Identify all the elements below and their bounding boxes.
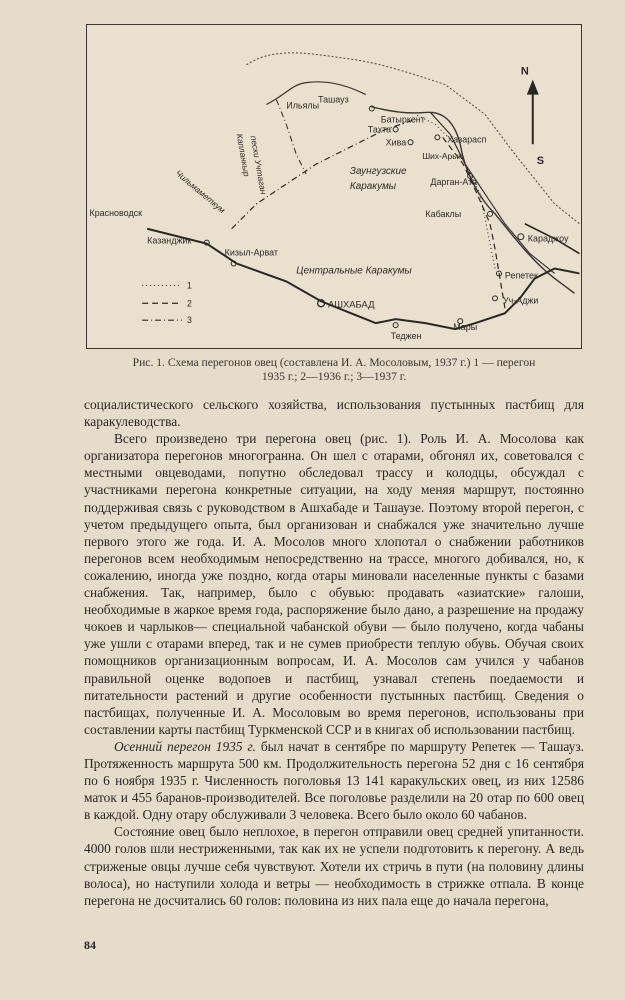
paragraph-3 (84, 738, 584, 823)
label-tashauz: Ташауз (318, 94, 349, 105)
label-peski-uchtagan: пески Учтаган (248, 134, 269, 196)
caption-line-2: 1935 г.; 2—1936 г.; 3—1937 г. (261, 370, 407, 383)
label-tedzhen: Теджен (390, 331, 422, 342)
body-text (84, 396, 584, 909)
route-map-drawing (87, 25, 581, 348)
label-khiva: Хива (385, 137, 407, 148)
karazhou-marker (518, 234, 524, 240)
label-karakumy: Каракумы (349, 180, 397, 192)
label-mary: Мары (453, 322, 478, 333)
label-uch-adzhi: Уч-Аджи (502, 295, 539, 306)
label-kaplankyr: Капланкыр (234, 132, 252, 178)
paragraph-3-rest: был начат в сентябре по маршруту Репетек — Ташауз. Протяженность маршрута 500 км. Продолжительность перегона 52 дня с 16 сентября по 6 ноября 1935 г. Численность поголовья 13 141 каракульских овец, из них 12586 маток и 455 баранов-производителей. Все поголовье разделили на 20 отар по 600 овец в каждой. Одну отару обслуживали 3 человека. Всего было около 60 чабанов. (84, 738, 584, 823)
label-kazandzhik: Казанджик (147, 235, 192, 246)
label-repetek: Репетек (504, 270, 538, 281)
label-ilyaly: Ильялы (286, 100, 320, 111)
paragraph-4: Состояние овец было неплохое, в перегон отправили овец средней упитанности. 4000 голов шли нестриженными, так как их не успели подготовить к перегону. А ведь стриженые овцы лучше себя чувствуют. Хотели их стричь в пути (на половину длины волоса), но наступили холода и ветры — необходимость в стрижке отпала. В конце перегона не досчитались 60 голов: половина из них пала еще до начала перегона, (84, 824, 584, 908)
paragraph-1: социалистического сельского хозяйства, использования пустынных пастбищ для каракулеводства. (84, 397, 584, 430)
label-chilmametkum: Чильмаметкум (173, 167, 228, 216)
label-krasnovodsk: Красноводск (89, 207, 143, 218)
label-batyrkent: Батыркент (380, 114, 425, 125)
paragraph-2: Всего произведено три перегона овец (рис. 1). Роль И. А. Мосолова как организатора перегонов многогранна. Он шел с отарами, обгонял их, советовался с местными овцеводами, попутно обследовал трассу и колодцы, обсуждал с участниками перегона конкретные ситуации, на ходу меняя маршрут, постоянно поддерживая связь с руководством в Ашхабаде и Ташаузе. Поэтому второй перегон, с учетом предыдущего опыта, был организован и снабжался уже значительно лучше первого этого же года. И. А. Мосолов много хлопотал о снабжении работников перегонов всем необходимым непосредственно на трассе, многого добивался, но, к сожалению, иногда уже поздно, когда отары миновали населенные пункты с базами снабжения. Так, например, было с обувью: продавать «азиатские» галоши, необходимые в жаркое время года, распоряжение было дано, а разрешение на продажу чокоев и чарлыков— специальной чабанской обуви — было получено, когда чабаны уже ушли с отарами вперед, так и не сумев приобрести теплую обувь. Обучая своих помощников организационным вопросам, И. А. Мосолов сам учился у чабанов правильной оценке водопоев и пастбищ, узнавал степень поедаемости и питательности растений и другие особенности пустынных пастбищ. Сведения о пастбищах, полученные И. А. Мосоловым во время перегонов, использованы при составлении карты пастбищ Туркменской ССР и в книгах об использовании пастбищ. (84, 431, 584, 737)
takhta-marker (393, 127, 398, 132)
uch-adzhi-marker (493, 296, 498, 301)
north-arrow-head (527, 80, 539, 95)
label-khazarasp: Хазарасп (447, 134, 487, 145)
legend-label-3: 3 (186, 315, 192, 326)
label-kabakly: Кабаклы (425, 208, 462, 219)
route-map (86, 24, 582, 349)
label-dargan-ata: Дарган-Ата (430, 177, 478, 188)
border-line (247, 53, 580, 224)
label-kizyl-arvat: Кизыл-Арват (224, 247, 279, 258)
khiva-marker (408, 140, 413, 145)
label-karazhou: Караджоу (527, 233, 569, 244)
label-north: N (520, 65, 529, 78)
label-zaunguz: Заунгузские (349, 166, 407, 178)
khazarasp-marker (435, 135, 440, 140)
legend-label-1: 1 (186, 280, 192, 291)
route-1937-branch (276, 100, 306, 175)
label-ashkhabad: АШХАБАД (328, 299, 375, 311)
kabakly-marker (488, 211, 493, 216)
tedzhen-marker (393, 323, 398, 328)
label-south: S (536, 155, 545, 168)
page-number: 84 (84, 938, 96, 952)
label-central-karakumy: Центральные Каракумы (296, 265, 412, 277)
label-takhta: Тахта (367, 124, 392, 135)
figure-caption (84, 356, 584, 384)
paragraph-3-italic: Осенний перегон 1935 г. (114, 738, 256, 754)
label-shikh-aryk: Ших-Арык (422, 151, 463, 162)
caption-line-1: Рис. 1. Схема перегонов овец (составлена И. А. Мосоловым, 1937 г.) 1 — перегон (132, 356, 536, 369)
legend-label-2: 2 (186, 298, 192, 309)
